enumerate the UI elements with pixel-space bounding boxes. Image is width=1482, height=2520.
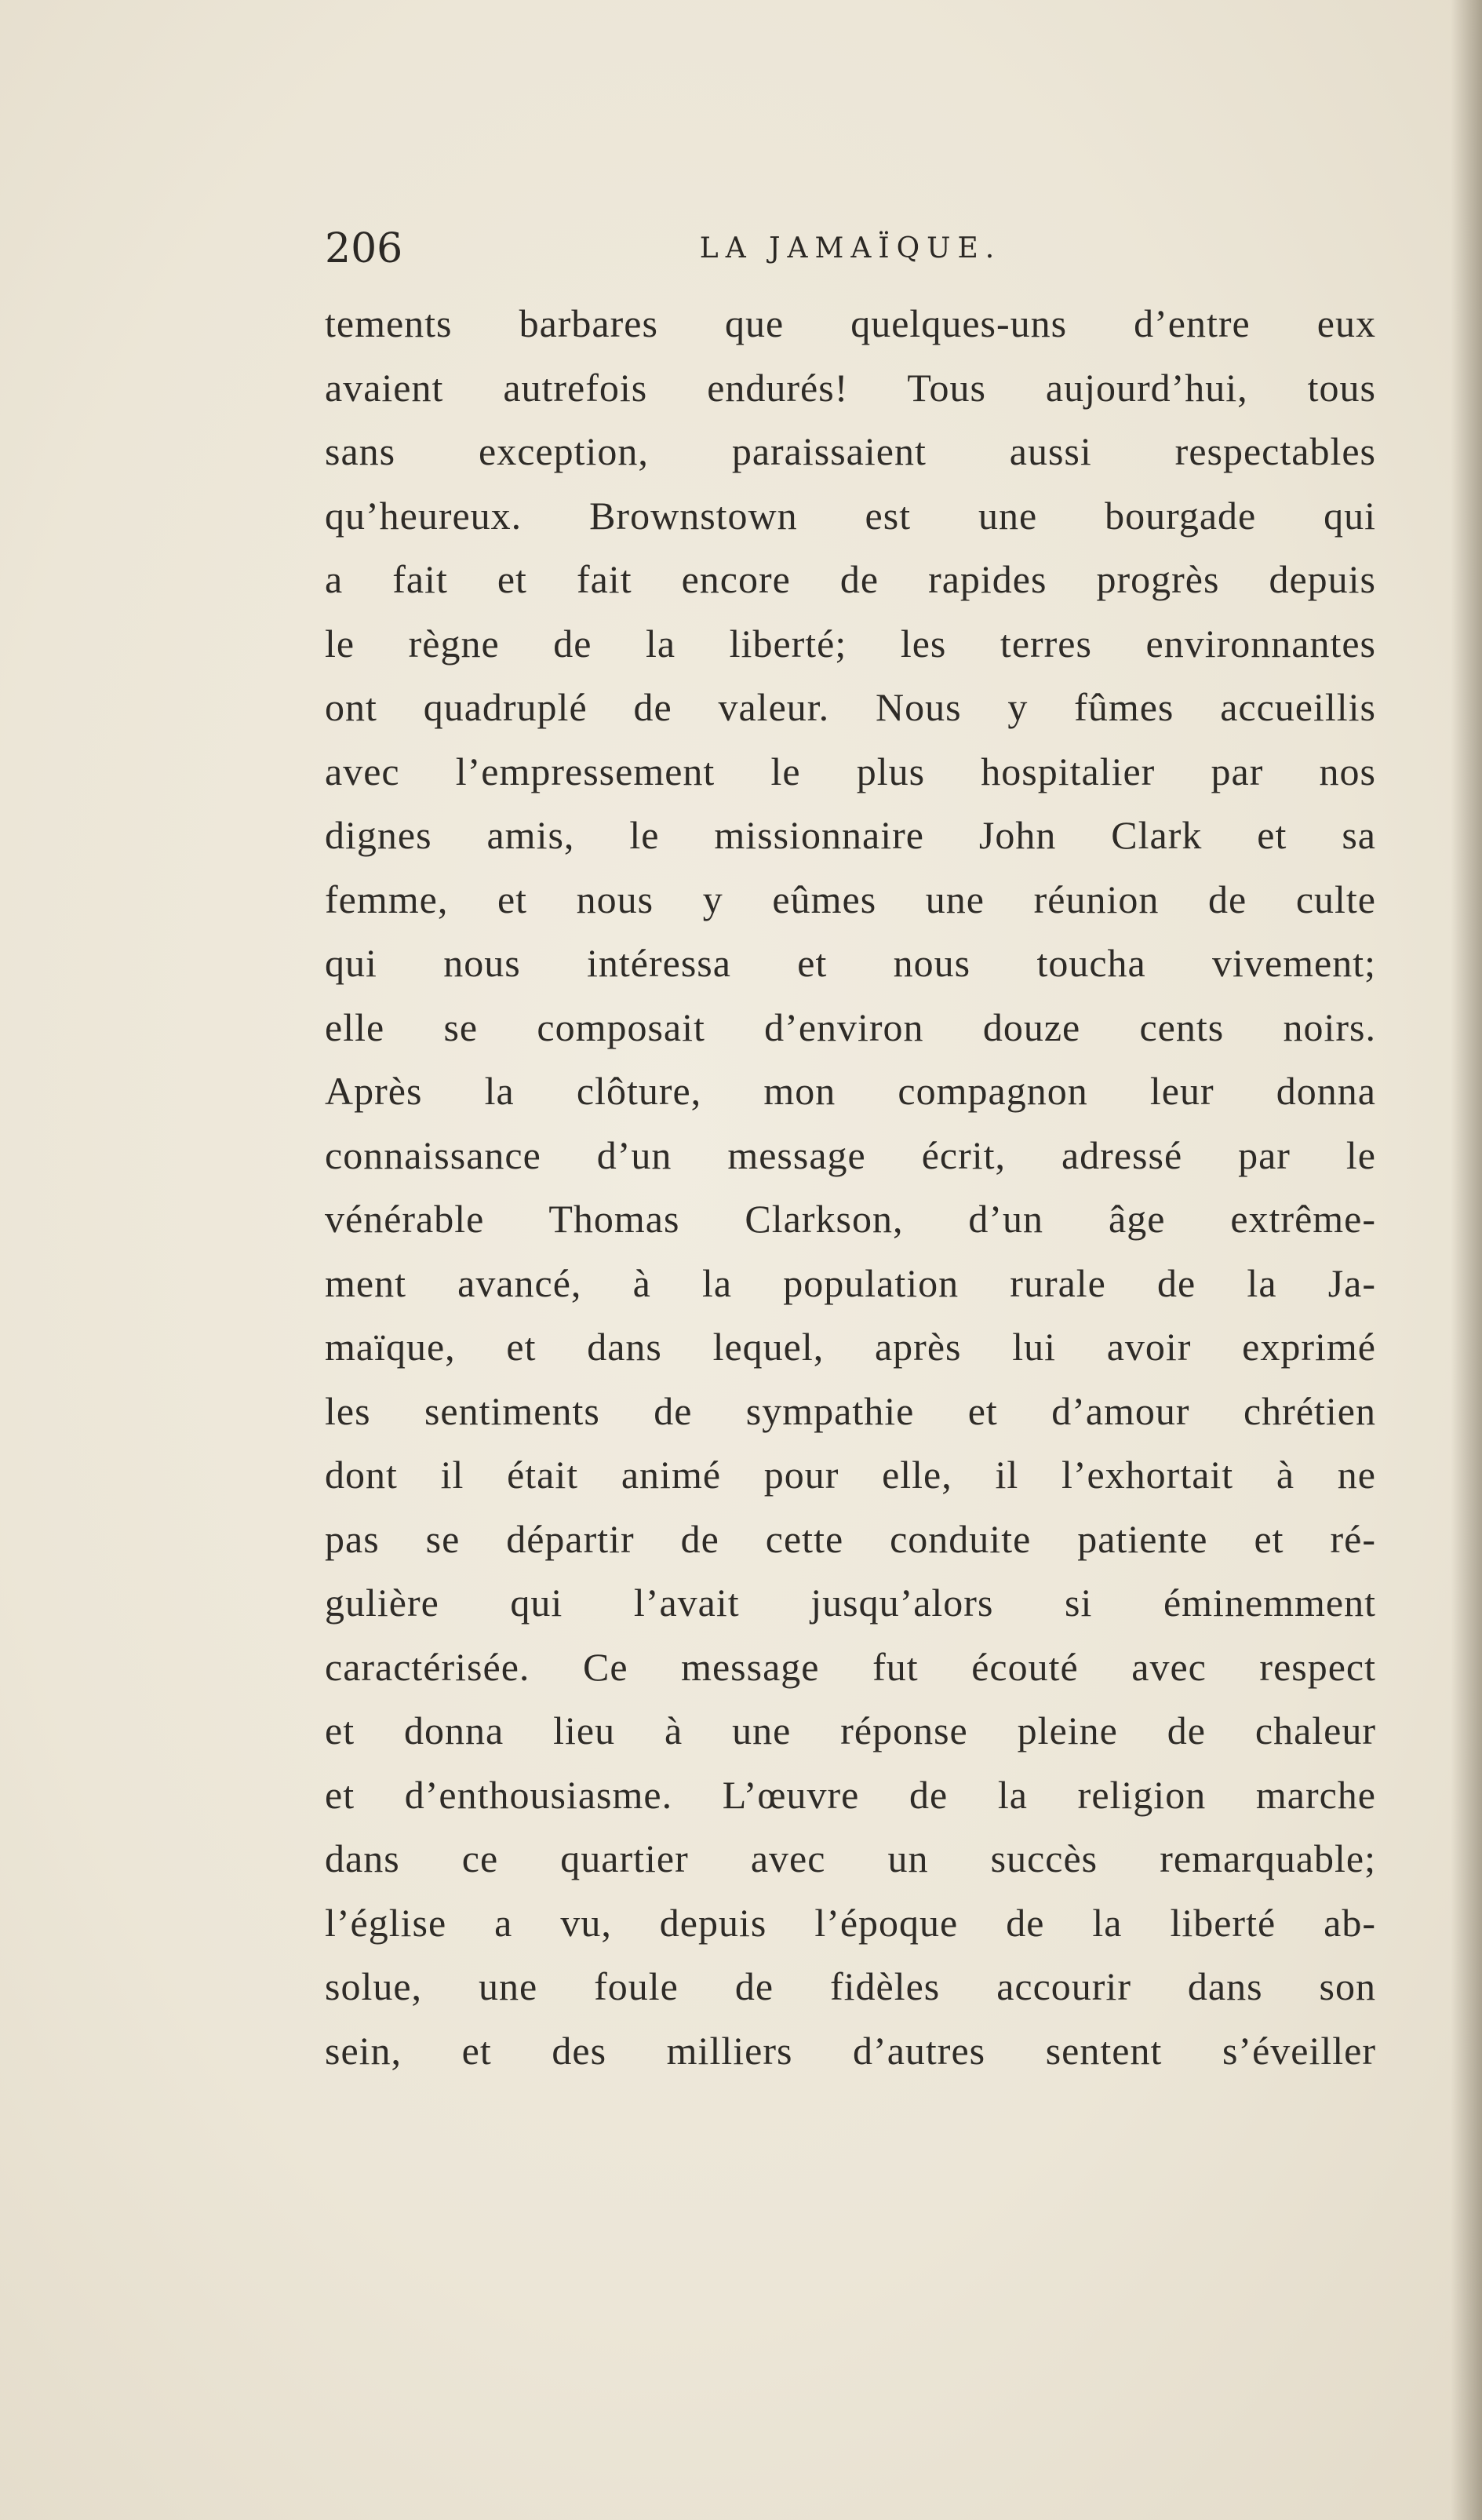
text-line: dans ce quartier avec un succès remarquable;	[325, 1836, 1376, 1880]
running-head: LA JAMAÏQUE.	[699, 232, 1002, 264]
text-line: et donna lieu à une réponse pleine de chaleur	[325, 1709, 1376, 1752]
text-line: gulière qui l’avait jusqu’alors si éminemment	[325, 1581, 1376, 1625]
text-line: ont quadruplé de valeur. Nous y fûmes accueillis	[325, 685, 1376, 729]
text-line: sein, et des milliers d’autres sentent s’éveiller	[325, 2028, 1376, 2073]
text-line: dignes amis, le missionnaire John Clark et sa	[325, 813, 1376, 857]
text-line: solue, une foule de fidèles accourir dans son	[325, 1964, 1376, 2008]
text-line: tements barbares que quelques-uns d’entre eux	[325, 301, 1376, 345]
text-line: Après la clôture, mon compagnon leur donna	[325, 1069, 1376, 1113]
page-number: 206	[325, 225, 403, 272]
text-line: sans exception, paraissaient aussi respectables	[325, 429, 1376, 473]
page-edge-shadow	[1451, 0, 1482, 2520]
page-header	[325, 221, 1376, 276]
text-line: qu’heureux. Brownstown est une bourgade qui	[325, 493, 1376, 538]
text-line: pas se départir de cette conduite patiente et ré-	[325, 1516, 1376, 1561]
text-line: avaient autrefois endurés! Tous aujourd’hui, tous	[325, 365, 1376, 410]
text-line: maïque, et dans lequel, après lui avoir exprimé	[325, 1325, 1376, 1369]
text-line: a fait et fait encore de rapides progrès depuis	[325, 557, 1376, 601]
body-text	[325, 292, 1376, 2083]
text-line: vénérable Thomas Clarkson, d’un âge extrême-	[325, 1197, 1376, 1241]
text-line: avec l’empressement le plus hospitalier par nos	[325, 749, 1376, 793]
text-line: ment avancé, à la population rurale de la Ja-	[325, 1260, 1376, 1305]
text-line: les sentiments de sympathie et d’amour chrétien	[325, 1388, 1376, 1433]
text-line: et d’enthousiasme. L’œuvre de la religion marche	[325, 1772, 1376, 1817]
text-line: l’église a vu, depuis l’époque de la liberté ab-	[325, 1900, 1376, 1945]
text-line: qui nous intéressa et nous toucha vivement;	[325, 941, 1376, 985]
text-line: connaissance d’un message écrit, adressé par le	[325, 1132, 1376, 1177]
text-line: elle se composait d’environ douze cents noirs.	[325, 1005, 1376, 1049]
text-line: le règne de la liberté; les terres environnantes	[325, 621, 1376, 666]
text-line: caractérisée. Ce message fut écouté avec respect	[325, 1644, 1376, 1689]
text-line: femme, et nous y eûmes une réunion de culte	[325, 877, 1376, 921]
text-line: dont il était animé pour elle, il l’exhortait à ne	[325, 1453, 1376, 1497]
